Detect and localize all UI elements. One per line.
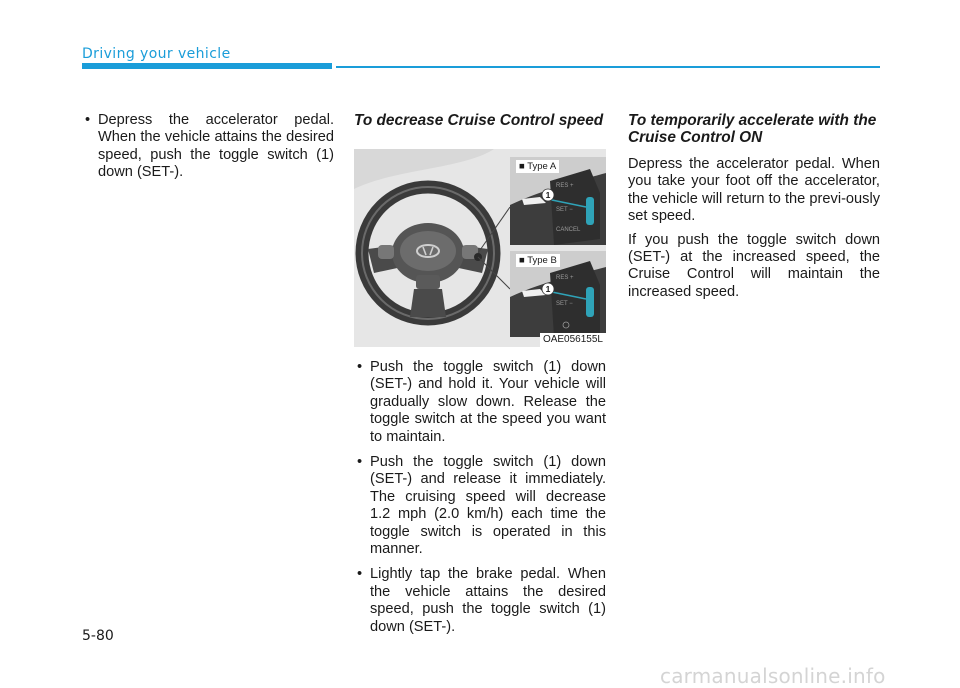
switch-b-label-res: RES + <box>556 275 574 281</box>
callout-number-b: 1 <box>545 284 551 294</box>
section-header: Driving your vehicle <box>82 46 231 62</box>
callout-number-a: 1 <box>545 190 551 200</box>
header-rule-thick <box>82 63 332 69</box>
column-1 <box>82 112 334 190</box>
column-2-bullets <box>354 359 606 636</box>
steering-wheel-illustration <box>354 149 606 347</box>
switch-b-label-set: SET − <box>556 301 573 307</box>
section-heading-temporarily-accelerate: To temporarily accelerate with the Cruise Control ON <box>628 112 877 146</box>
type-a-label: ■ Type A <box>516 160 559 173</box>
steering-wheel-drawing <box>354 149 606 347</box>
column-2 <box>354 112 606 644</box>
page-number: 5-80 <box>82 628 114 644</box>
section-heading-decrease-speed: To decrease Cruise Control speed <box>354 112 604 129</box>
switch-a-label-cancel: CANCEL <box>556 227 581 233</box>
header-rule-thin <box>336 66 880 68</box>
list-item: • Push the toggle switch (1) down (SET-) and release it immediately. The cruising speed will decrease 1.2 mph (2.0 km/h) each time the toggle switch is operated in this manner. <box>354 454 606 558</box>
switch-a-label-res: RES + <box>556 183 574 189</box>
type-b-label: ■ Type B <box>516 254 560 267</box>
list-item: • Lightly tap the brake pedal. When the vehicle attains the desired speed, push the toggle switch (1) down (SET-). <box>354 566 606 636</box>
list-item: • Depress the accelerator pedal. When the vehicle attains the desired speed, push the toggle switch (1) down (SET-). <box>82 112 334 182</box>
column-3 <box>628 112 880 307</box>
figure-code: OAE056155L <box>540 333 606 347</box>
list-item: • Push the toggle switch (1) down (SET-) and hold it. Your vehicle will gradually slow down. Release the toggle switch at the speed you want to maintain. <box>354 359 606 446</box>
watermark: carmanualsonline.info <box>660 664 886 688</box>
column-1-bullets <box>82 112 334 182</box>
paragraph: If you push the toggle switch down (SET-) at the increased speed, the Cruise Control will maintain the increased speed. <box>628 231 880 300</box>
paragraph: Depress the accelerator pedal. When you take your foot off the accelerator, the vehicle will return to the previ-ously set speed. <box>628 156 880 225</box>
switch-a-label-set: SET − <box>556 207 573 213</box>
